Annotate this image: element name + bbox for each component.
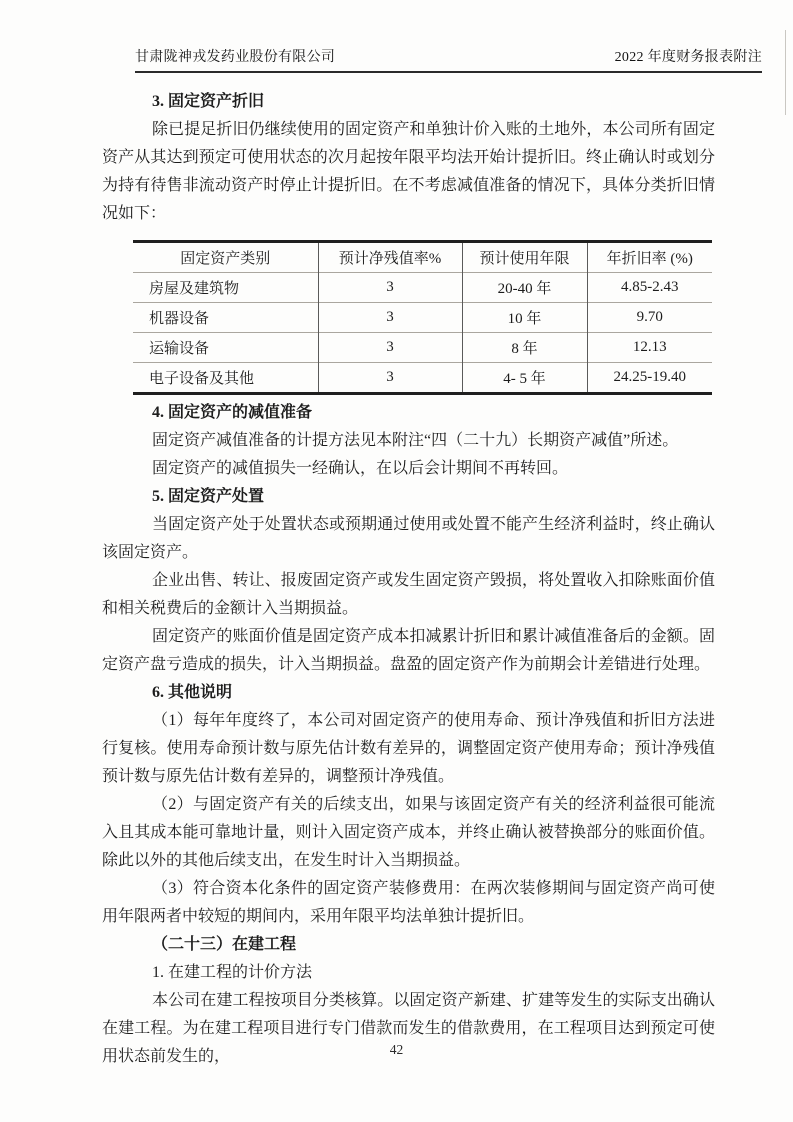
section-6-paragraph: （1）每年年度终了，本公司对固定资产的使用寿命、预计净残值和折旧方法进行复核。使用寿命预计数与原先估计数有差异的，调整固定资产使用寿命；预计净残值预计数与原先估计数有差异的，调整预计净残值。 — [102, 712, 715, 785]
section-6-heading: 6. 其他说明 — [152, 684, 233, 701]
section-5-paragraph: 当固定资产处于处置状态或预期通过使用或处置不能产生经济利益时，终止确认该固定资产。 — [102, 516, 715, 561]
section-23-subheading: 1. 在建工程的计价方法 — [152, 964, 313, 981]
table-cell-annual-rate: 4.85-2.43 — [587, 273, 712, 303]
table-cell-category: 运输设备 — [133, 333, 318, 363]
table-cell-residual-rate: 3 — [318, 273, 462, 303]
table-cell-useful-life: 20-40 年 — [462, 273, 587, 303]
document-body — [102, 88, 715, 1071]
section-3-paragraph: 除已提足折旧仍继续使用的固定资产和单独计价入账的土地外，本公司所有固定资产从其达到预定可使用状态的次月起按年限平均法开始计提折旧。终止确认时或划分为持有待售非流动资产时停止计提折旧。在不考虑减值准备的情况下，具体分类折旧情况如下： — [102, 121, 715, 222]
table-cell-residual-rate: 3 — [318, 363, 462, 394]
page-number: 42 — [389, 1042, 404, 1057]
section-4-paragraph: 固定资产减值准备的计提方法见本附注“四（二十九）长期资产减值”所述。 — [152, 432, 679, 449]
section-4-heading: 4. 固定资产的减值准备 — [152, 404, 313, 421]
table-row — [133, 363, 712, 394]
table-row — [133, 333, 712, 363]
table-header-row — [133, 242, 712, 273]
table-cell-category: 机器设备 — [133, 303, 318, 333]
section-5-heading: 5. 固定资产处置 — [152, 488, 265, 505]
company-name: 甘肃陇神戎发药业股份有限公司 — [135, 50, 336, 65]
table-cell-category: 电子设备及其他 — [133, 363, 318, 394]
section-6-paragraph: （3）符合资本化条件的固定资产装修费用：在两次装修期间与固定资产尚可使用年限两者中较短的期间内，采用年限平均法单独计提折旧。 — [102, 880, 715, 925]
depreciation-table — [133, 240, 712, 395]
table-cell-annual-rate: 24.25-19.40 — [587, 363, 712, 394]
section-6-paragraph: （2）与固定资产有关的后续支出，如果与该固定资产有关的经济利益很可能流入且其成本能可靠地计量，则计入固定资产成本，并终止确认被替换部分的账面价值。除此以外的其他后续支出，在发生时计入当期损益。 — [102, 796, 715, 869]
section-23-paragraph: 本公司在建工程按项目分类核算。以固定资产新建、扩建等发生的实际支出确认在建工程。为在建工程项目进行专门借款而发生的借款费用，在工程项目达到预定可使用状态前发生的， — [102, 992, 715, 1065]
table-cell-useful-life: 4- 5 年 — [462, 363, 587, 394]
table-row — [133, 273, 712, 303]
table-cell-annual-rate: 12.13 — [587, 333, 712, 363]
section-3-heading: 3. 固定资产折旧 — [152, 93, 265, 110]
table-header-cell: 年折旧率 (%) — [587, 242, 712, 273]
table-cell-useful-life: 8 年 — [462, 333, 587, 363]
table-cell-residual-rate: 3 — [318, 303, 462, 333]
section-23-heading: （二十三）在建工程 — [152, 936, 297, 953]
table-cell-annual-rate: 9.70 — [587, 303, 712, 333]
table-cell-residual-rate: 3 — [318, 333, 462, 363]
table-cell-useful-life: 10 年 — [462, 303, 587, 333]
table-header-cell: 预计使用年限 — [462, 242, 587, 273]
doc-title: 2022 年度财务报表附注 — [614, 50, 762, 65]
section-5-paragraph: 企业出售、转让、报废固定资产或发生固定资产毁损，将处置收入扣除账面价值和相关税费后的金额计入当期损益。 — [102, 572, 715, 617]
table-cell-category: 房屋及建筑物 — [133, 273, 318, 303]
page-header — [135, 46, 762, 73]
section-4-paragraph: 固定资产的减值损失一经确认，在以后会计期间不再转回。 — [152, 460, 569, 477]
section-5-paragraph: 固定资产的账面价值是固定资产成本扣减累计折旧和累计减值准备后的金额。固定资产盘亏造成的损失，计入当期损益。盘盈的固定资产作为前期会计差错进行处理。 — [102, 628, 715, 673]
table-row — [133, 303, 712, 333]
table-header-cell: 固定资产类别 — [180, 251, 271, 267]
table-header-cell: 预计净残值率% — [318, 242, 462, 273]
